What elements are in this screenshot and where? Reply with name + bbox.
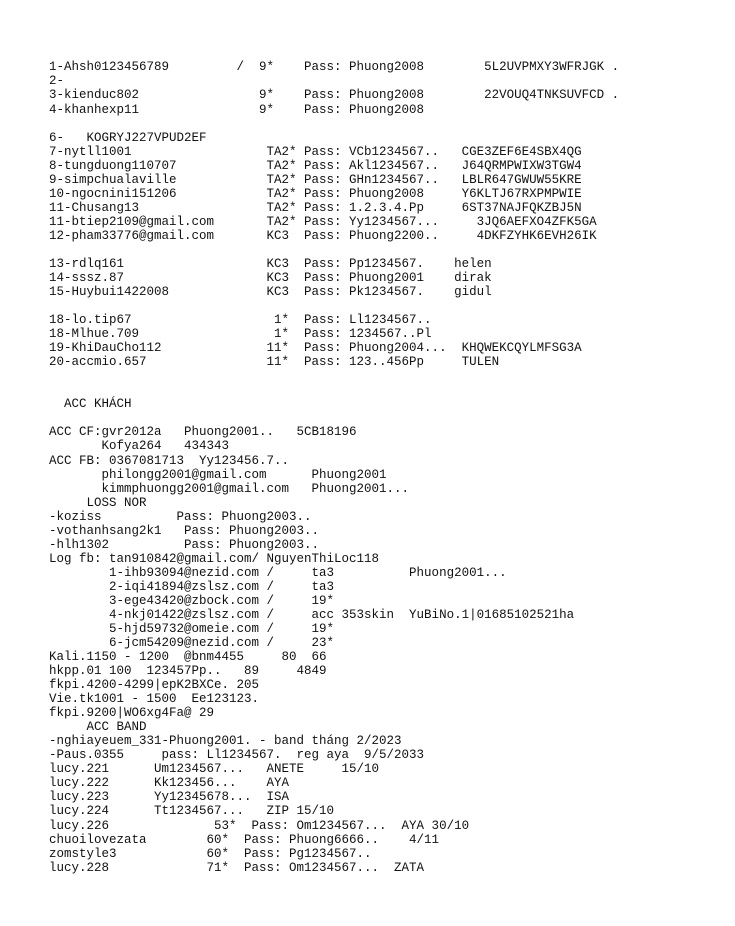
text-line: 15-Huybui1422008 KC3 Pass: Pk1234567. gidul	[49, 285, 492, 299]
text-line: lucy.224 Tt1234567... ZIP 15/10	[49, 804, 335, 818]
text-line: lucy.226 53* Pass: Om1234567... AYA 30/10	[49, 819, 470, 833]
text-line: 3-ege43420@zbock.com / 19*	[49, 594, 335, 608]
text-line: 1-ihb93094@nezid.com / ta3 Phuong2001...	[49, 566, 507, 580]
text-line: -hlh1302 Pass: Phuong2003..	[49, 538, 320, 552]
text-line: 4-khanhexp11 9* Pass: Phuong2008	[49, 103, 425, 117]
text-line: 2-iqi41894@zslsz.com / ta3	[49, 580, 335, 594]
text-line: 11-Chusang13 TA2* Pass: 1.2.3.4.Pp 6ST37NAJFQKZBJ5N	[49, 201, 582, 215]
text-line: Kofya264 434343	[49, 439, 230, 453]
text-line: philongg2001@gmail.com Phuong2001	[49, 468, 387, 482]
text-line: -nghiayeuem_331-Phuong2001. - band tháng 2/2023	[49, 734, 402, 748]
text-line: 5-hjd59732@omeie.com / 19*	[49, 622, 335, 636]
text-line: fkpi.4200-4299|epK2BXCe. 205	[49, 678, 260, 692]
text-line: 1-Ahsh0123456789 / 9* Pass: Phuong2008 5L2UVPMXY3WFRJGK .	[49, 60, 620, 74]
text-line: ACC CF:gvr2012a Phuong2001.. 5CB18196	[49, 425, 357, 439]
text-line: lucy.228 71* Pass: Om1234567... ZATA	[49, 861, 425, 875]
text-line: hkpp.01 100 123457Pp.. 89 4849	[49, 664, 327, 678]
text-line: Log fb: tan910842@gmail.com/ NguyenThiLoc118	[49, 552, 380, 566]
text-line: 20-accmio.657 11* Pass: 123..456Pp TULEN	[49, 355, 500, 369]
text-line: lucy.221 Um1234567... ANETE 15/10	[49, 762, 380, 776]
text-line: 10-ngocnini151206 TA2* Pass: Phuong2008 Y6KLTJ67RXPMPWIE	[49, 187, 582, 201]
text-line: 19-KhiDauCho112 11* Pass: Phuong2004... KHQWEKCQYLMFSG3A	[49, 341, 582, 355]
text-line: 14-sssz.87 KC3 Pass: Phuong2001 dirak	[49, 271, 492, 285]
text-line: 18-lo.tip67 1* Pass: Ll1234567..	[49, 313, 432, 327]
text-line: chuoilovezata 60* Pass: Phuong6666.. 4/11	[49, 833, 440, 847]
text-line: 2-	[49, 74, 65, 88]
text-line: 18-Mlhue.709 1* Pass: 1234567..Pl	[49, 327, 432, 341]
text-line: 13-rdlq161 KC3 Pass: Pp1234567. helen	[49, 257, 492, 271]
text-line: 11-btiep2109@gmail.com TA2* Pass: Yy1234567... 3JQ6AEFXO4ZFK5GA	[49, 215, 597, 229]
text-line: fkpi.9200|WO6xg4Fa@ 29	[49, 706, 215, 720]
text-line: Vie.tk1001 - 1500 Ee123123.	[49, 692, 260, 706]
text-line: 6- KOGRYJ227VPUD2EF	[49, 131, 207, 145]
text-line: LOSS NOR	[49, 496, 147, 510]
text-line: -vothanhsang2k1 Pass: Phuong2003..	[49, 524, 320, 538]
text-line: -koziss Pass: Phuong2003..	[49, 510, 312, 524]
text-line: 7-nytll1001 TA2* Pass: VCb1234567.. CGE3ZEF6E4SBX4QG	[49, 145, 582, 159]
text-line: lucy.222 Kk123456... AYA	[49, 776, 290, 790]
text-line: zomstyle3 60* Pass: Pg1234567..	[49, 847, 372, 861]
text-line: ACC FB: 0367081713 Yy123456.7..	[49, 454, 290, 468]
text-line: ACC BAND	[49, 720, 147, 734]
text-line: ACC KHÁCH	[49, 397, 132, 411]
text-line: 12-pham33776@gmail.com KC3 Pass: Phuong2200.. 4DKFZYHK6EVH26IK	[49, 229, 597, 243]
text-line: 3-kienduc802 9* Pass: Phuong2008 22VOUQ4TNKSUVFCD .	[49, 88, 620, 102]
text-line: -Paus.0355 pass: Ll1234567. reg aya 9/5/2033	[49, 748, 425, 762]
text-line: 9-simpchualaville TA2* Pass: GHn1234567.. LBLR647GWUW55KRE	[49, 173, 582, 187]
text-line: Kali.1150 - 1200 @bnm4455 80 66	[49, 650, 327, 664]
text-line: 6-jcm54209@nezid.com / 23*	[49, 636, 335, 650]
text-line: lucy.223 Yy12345678... ISA	[49, 790, 290, 804]
text-line: 8-tungduong110707 TA2* Pass: Akl1234567.. J64QRMPWIXW3TGW4	[49, 159, 582, 173]
text-line: 4-nkj01422@zslsz.com / acc 353skin YuBiNo.1|01685102521ha	[49, 608, 575, 622]
text-line: kimmphuongg2001@gmail.com Phuong2001...	[49, 482, 410, 496]
